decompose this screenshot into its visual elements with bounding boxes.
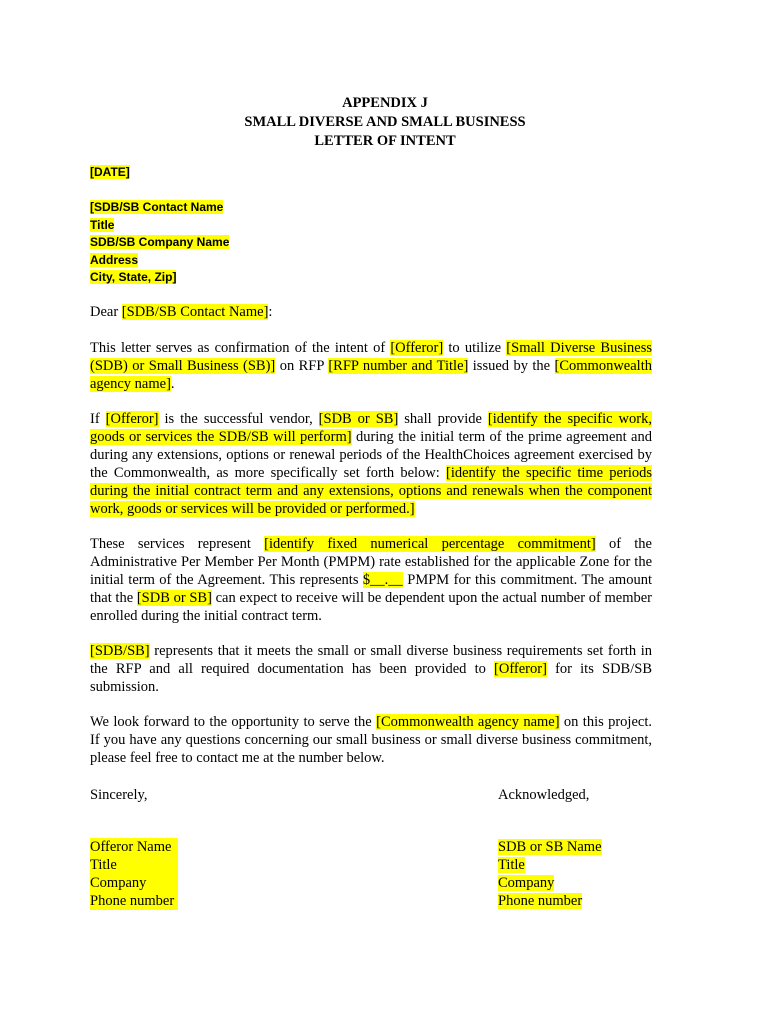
- p1-agency-field: [Commonwealth agency name]: [90, 358, 652, 392]
- closing-acknowledged: Acknowledged,: [498, 787, 590, 803]
- p3-amount-field: $__.__: [362, 572, 403, 588]
- p1-text-4: issued by the: [468, 358, 555, 374]
- p3-percentage-field: [identify fixed numerical percentage commitment]: [264, 536, 596, 552]
- offeror-phone-field: Phone number: [90, 892, 178, 910]
- recipient-contact-name: [SDB/SB Contact Name: [90, 200, 224, 214]
- signature-block-offeror: [90, 838, 178, 910]
- salutation-name: [SDB/SB Contact Name]: [121, 304, 269, 320]
- date-placeholder: [90, 164, 130, 182]
- p3-text-4: can expect to receive will be dependent upon the actual number of member enrolled during the initial contract term.: [90, 590, 652, 624]
- salutation-prefix: Dear: [90, 304, 122, 320]
- offeror-title-field: Title: [90, 856, 178, 874]
- p5-text-1: We look forward to the opportunity to serve the: [90, 714, 377, 730]
- offeror-name-field: Offeror Name: [90, 838, 178, 856]
- p3-sdb-sb-field: [SDB or SB]: [136, 590, 212, 606]
- p1-text-1: This letter serves as confirmation of the intent of: [90, 340, 391, 356]
- signature-block-sdb-sb: [498, 838, 602, 910]
- p1-rfp-field: [RFP number and Title]: [328, 358, 469, 374]
- sdb-sb-name-field: SDB or SB Name: [498, 839, 602, 855]
- closing-sincerely: Sincerely,: [90, 787, 148, 803]
- salutation: [90, 303, 652, 321]
- title-letter-type: LETTER OF INTENT: [314, 133, 456, 149]
- p2-text-1: If: [90, 411, 106, 427]
- offeror-company-field: Company: [90, 874, 178, 892]
- paragraph-closing-remarks: [90, 713, 652, 767]
- title-subject: SMALL DIVERSE AND SMALL BUSINESS: [244, 114, 526, 130]
- p3-text-2: of the Administrative Per Member Per Month (PMPM) rate established for the applicable Zone for the initial term of the Agreement. This represents: [90, 536, 652, 588]
- sdb-sb-title-field: Title: [498, 857, 525, 873]
- p3-text-1: These services represent: [90, 536, 265, 552]
- p4-text-1: represents that it meets the small or small diverse business requirements set forth in the RFP and all required documentation has been provided to: [90, 643, 652, 677]
- recipient-city-state-zip: City, State, Zip]: [90, 270, 177, 284]
- sdb-sb-company-field: Company: [498, 875, 555, 891]
- p3-text-3: PMPM for this commitment. The amount that the: [90, 572, 652, 606]
- p2-text-2: is the successful vendor,: [158, 411, 319, 427]
- p2-sdb-sb-field: [SDB or SB]: [318, 411, 399, 427]
- document-title: [0, 94, 770, 151]
- recipient-title: Title: [90, 217, 115, 232]
- p1-text-2: to utilize: [443, 340, 507, 356]
- p2-text-3: shall provide: [398, 411, 488, 427]
- paragraph-representation: [90, 642, 652, 696]
- p1-business-type-field: [Small Diverse Business (SDB) or Small Business (SB)]: [90, 340, 652, 374]
- p4-offeror-field: [Offeror]: [494, 661, 547, 677]
- p1-text-3: on RFP: [275, 358, 329, 374]
- p1-offeror-field: [Offeror]: [390, 340, 444, 356]
- paragraph-confirmation: [90, 339, 652, 393]
- p2-text-4: during the initial term of the prime agreement and during any extensions, options or renewal periods of the HealthChoices agreement exercised by the Commonwealth, as more specifically set forth below:: [90, 429, 652, 481]
- recipient-address-block: [90, 199, 229, 287]
- paragraph-commitment: [90, 535, 652, 625]
- recipient-address: Address: [90, 252, 139, 267]
- salutation-suffix: :: [268, 304, 273, 320]
- sdb-sb-phone-field: Phone number: [498, 893, 583, 909]
- p5-agency-field: [Commonwealth agency name]: [376, 714, 560, 730]
- paragraph-scope: [90, 410, 652, 518]
- p5-text-2: on this project. If you have any questions concerning our small business or small diverse business commitment, please feel free to contact me at the number below.: [90, 714, 652, 766]
- title-appendix: APPENDIX J: [342, 95, 428, 111]
- recipient-company: SDB/SB Company Name: [90, 235, 230, 249]
- p1-text-5: .: [170, 376, 175, 392]
- p2-work-field: [identify the specific work, goods or services the SDB/SB will perform]: [90, 411, 652, 445]
- p4-text-2: for its SDB/SB submission.: [90, 661, 652, 695]
- p2-time-periods-field: [identify the specific time periods during the initial contract term and any extensions, options and renewals when the component work, goods or services will be provided or performed.]: [90, 465, 652, 517]
- p2-offeror-field: [Offeror]: [105, 411, 159, 427]
- date-field: [DATE]: [90, 165, 130, 179]
- p4-sdb-sb-field: [SDB/SB]: [90, 643, 150, 659]
